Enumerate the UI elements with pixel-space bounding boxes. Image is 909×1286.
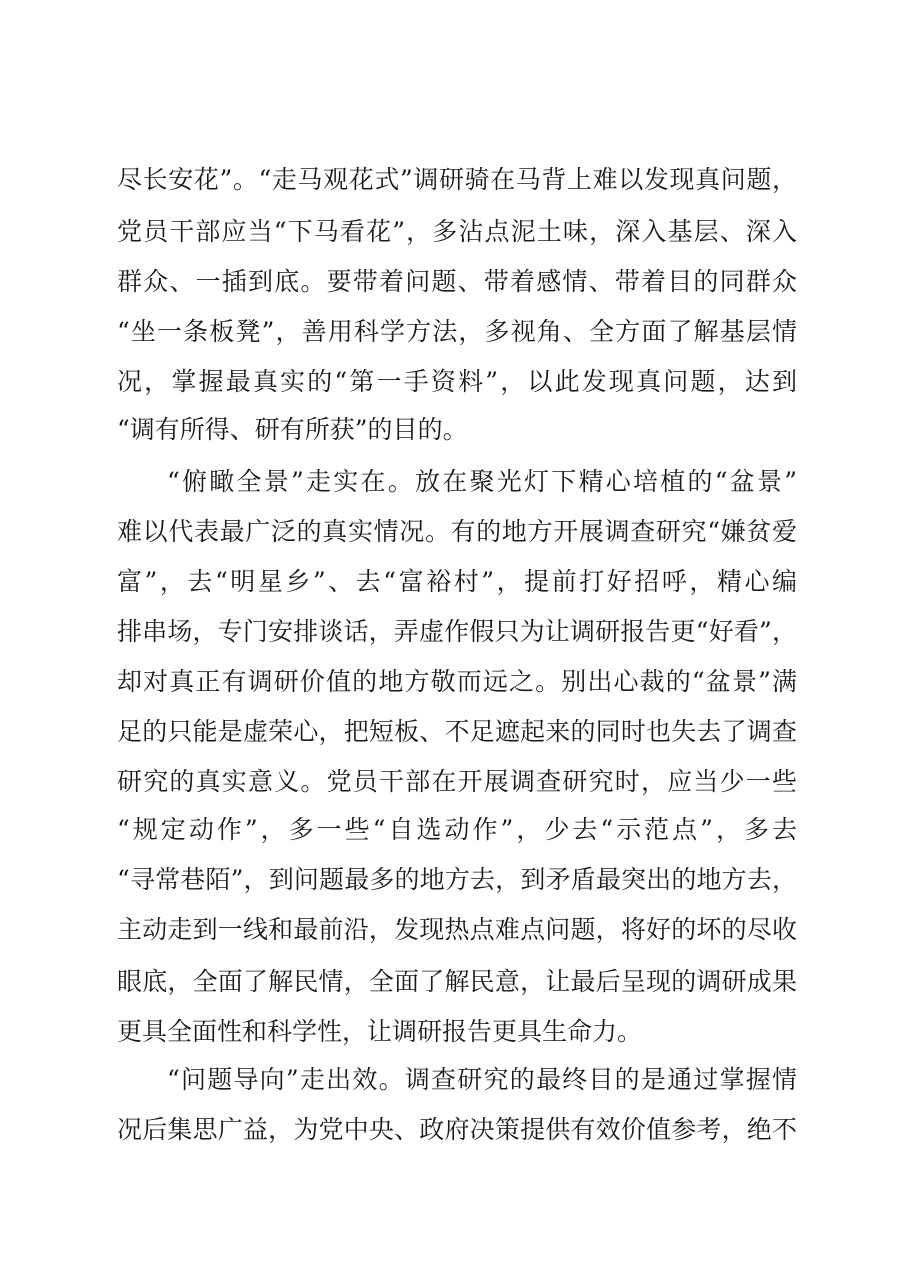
text-line: 尽长安花”。“走马观花式”调研骑在马背上难以发现真问题， <box>117 165 797 194</box>
text-line: “规定动作”，多一些“自选动作”，少去“示范点”，多去 <box>117 815 797 844</box>
text-line: 群众、一插到底。要带着问题、带着感情、带着目的同群众 <box>117 267 797 296</box>
text-line: 况后集思广益，为党中央、政府决策提供有效价值参考，绝不 <box>117 1115 797 1144</box>
text-line: 排串场，专门安排谈话，弄虚作假只为让调研报告更“好看”， <box>117 617 797 646</box>
text-line: 难以代表最广泛的真实情况。有的地方开展调查研究“嫌贫爱 <box>117 517 797 546</box>
text-line: 更具全面性和科学性，让调研报告更具生命力。 <box>117 1017 643 1046</box>
text-line: 主动走到一线和最前沿，发现热点难点问题，将好的坏的尽收 <box>117 915 797 944</box>
text-line: “调有所得、研有所获”的目的。 <box>117 415 468 444</box>
text-line: “寻常巷陌”，到问题最多的地方去，到矛盾最突出的地方去， <box>117 865 797 894</box>
text-line: “问题导向”走出效。调查研究的最终目的是通过掌握情 <box>167 1065 797 1094</box>
text-line: 却对真正有调研价值的地方敬而远之。别出心裁的“盆景”满 <box>117 667 797 696</box>
text-line: 足的只能是虚荣心，把短板、不足遮起来的同时也失去了调查 <box>117 717 797 746</box>
text-line: 况，掌握最真实的“第一手资料”，以此发现真问题，达到 <box>117 367 797 396</box>
text-line: 眼底，全面了解民情，全面了解民意，让最后呈现的调研成果 <box>117 967 797 996</box>
text-line: 党员干部应当“下马看花”，多沾点泥土味，深入基层、深入 <box>117 217 797 246</box>
text-line: “俯瞰全景”走实在。放在聚光灯下精心培植的“盆景” <box>167 467 797 496</box>
text-line: 研究的真实意义。党员干部在开展调查研究时，应当少一些 <box>117 767 797 796</box>
text-line: “坐一条板凳”，善用科学方法，多视角、全方面了解基层情 <box>117 317 797 346</box>
text-line: 富”，去“明星乡”、去“富裕村”，提前打好招呼，精心编 <box>117 567 797 596</box>
